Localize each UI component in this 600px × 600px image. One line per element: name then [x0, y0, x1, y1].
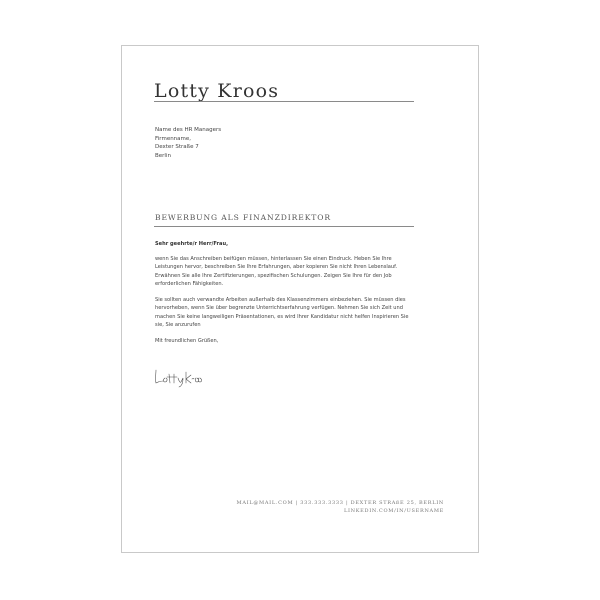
- name-divider: [154, 101, 414, 102]
- paragraph: wenn Sie das Anschreiben beifügen müssen, hinterlassen Sie einen Eindruck. Heben Sie Ihre Leistungen hervor, beschreiben Sie Ihre Erfahrungen, aber kopieren Sie nicht Ihren Lebenslauf. Erwähnen Sie alle Ihre Zertifizierungen, spezifischen Schulungen. Zeigen Sie Ihre für den Job erforderlichen Fähigkeiten.: [155, 255, 398, 287]
- contact-line: MAIL@MAIL.COM | 333.333.3333 | DEXTER STRAßE 25, BERLIN: [236, 500, 444, 506]
- salutation: Sehr geehrte/r Herr/Frau,: [155, 241, 229, 247]
- recipient-line: Berlin: [155, 152, 171, 159]
- contact-footer: [237, 499, 444, 515]
- recipient-line: Firmenname,: [155, 135, 192, 142]
- recipient-line: Name des HR Managers: [155, 127, 222, 133]
- closing: Mit freundlichen Grüßen,: [155, 337, 219, 344]
- paragraph: Sie sollten auch verwandte Arbeiten außerhalb des Klassenzimmers einbeziehen. Sie müssen dies hervorheben, wenn Sie über begrenzte Unterrichtserfahrung verfügen. Nehmen Sie sich Zeit und machen Sie keine langweiligen Präsentationen, es wird Ihrer Kandidatur nicht helfen Inspirieren Sie sie, Sie anzurufen: [155, 296, 409, 328]
- linkedin-link[interactable]: LINKEDIN.COM/IN/USERNAME: [343, 508, 444, 514]
- letter-page: [121, 45, 479, 553]
- recipient-line: Dexter Straße 7: [155, 144, 199, 151]
- applicant-name: Lotty Kroos: [154, 80, 280, 102]
- subject-divider: [154, 226, 414, 227]
- letter-body: [155, 240, 411, 352]
- recipient-address: [155, 126, 221, 160]
- subject-heading: BEWERBUNG ALS FINANZDIREKTOR: [155, 213, 331, 222]
- signature-image: [152, 364, 202, 388]
